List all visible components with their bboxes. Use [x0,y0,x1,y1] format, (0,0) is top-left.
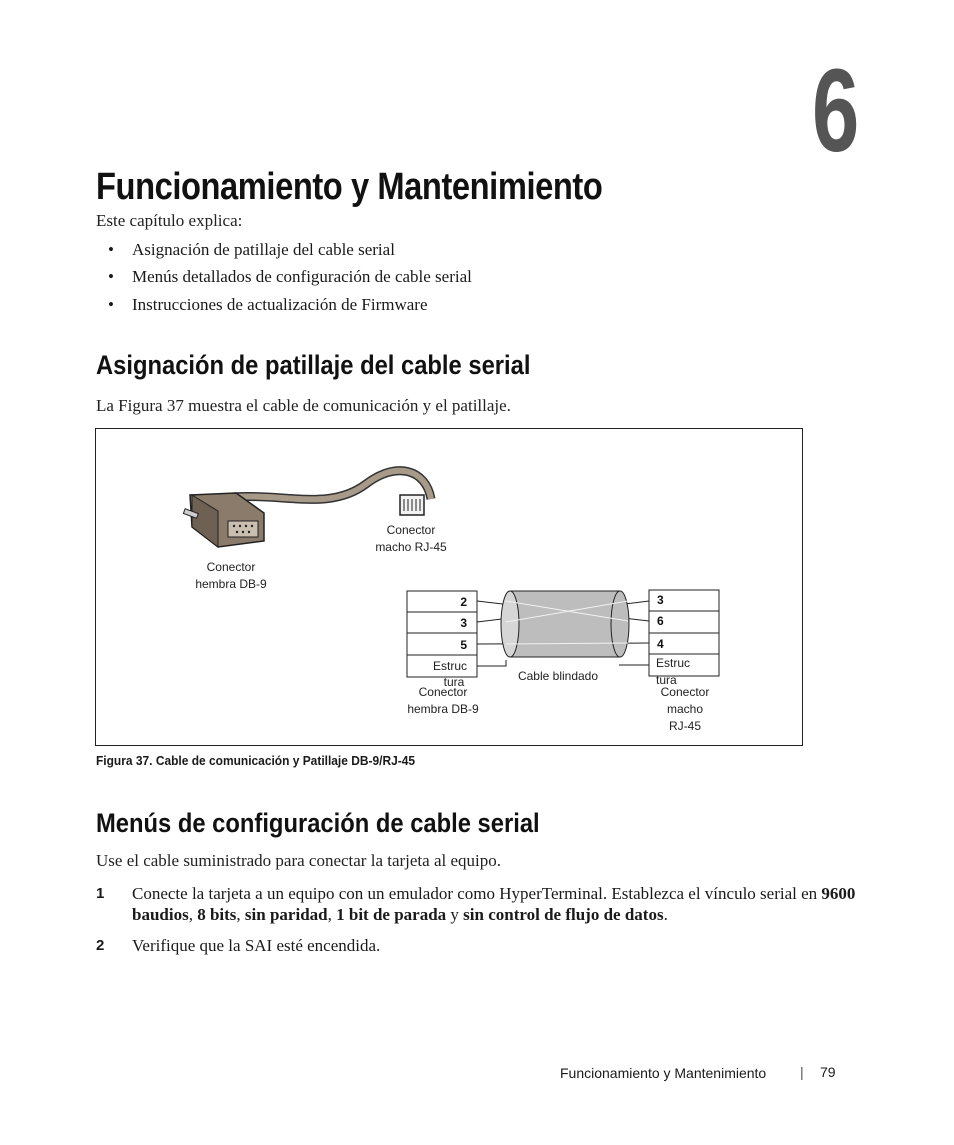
intro-lead: Este capítulo explica: [96,211,243,230]
footer-title: Funcionamiento y Mantenimiento [560,1065,767,1081]
list-item: • Instrucciones de actualización de Firmware [108,295,428,314]
left-pin-table [407,591,477,689]
left-pin-3: 5 [460,638,467,652]
left-pin-2: 3 [460,616,467,630]
left-pin-1: 2 [460,595,467,609]
step-text-2: Verifique que la SAI esté encendida. [132,936,381,955]
section-heading-pinout: Asignación de patillaje del cable serial [96,350,531,380]
right-shield-line2: tura [656,673,677,687]
right-pin-table [649,590,719,687]
label-db9-bottom-line2: hembra DB-9 [407,702,479,716]
cable-diagram [96,429,802,745]
label-rj45-bottom-line1: Conector [660,685,710,699]
label-rj45-bottom-line2: macho [666,702,704,716]
label-db9-top-line2: hembra DB-9 [195,577,267,591]
list-item-text: Asignación de patillaje del cable serial [132,240,395,259]
list-item-text: Menús detallados de configuración de cable serial [132,267,472,286]
left-shield-line2: tura [443,675,465,689]
chapter-title: Funcionamiento y Mantenimiento [96,166,603,208]
step-number-2: 2 [96,937,105,954]
left-shield-line1: Estruc [432,659,468,673]
right-pin-3: 4 [657,637,664,651]
label-rj45-top-line1: Conector [386,523,436,537]
section-heading-menus: Menús de configuración de cable serial [96,808,540,838]
list-item: • Menús detallados de configuración de cable serial [108,267,472,286]
page-number: 79 [820,1064,836,1080]
label-db9-top-line1: Conector [206,560,256,574]
right-pin-1: 3 [657,593,664,607]
figure-caption: Figura 37. Cable de comunicación y Patillaje DB-9/RJ-45 [96,753,416,768]
cable-label: Cable blindado [517,669,599,683]
section-paragraph-menus: Use el cable suministrado para conectar la tarjeta al equipo. [96,851,501,870]
chapter-number: 6 [812,45,860,177]
step-number-1: 1 [96,885,105,902]
figure-frame [95,428,803,746]
list-item-text: Instrucciones de actualización de Firmware [132,295,428,314]
step-text-1: Conecte la tarjeta a un equipo con un emulador como HyperTerminal. Establezca el vínculo serial en 9600 baudios, 8 bits, sin paridad, 1 bit de parada y sin control de flujo de datos. [132,884,856,924]
shielded-cable [501,591,629,657]
footer-separator: | [800,1064,804,1080]
section-paragraph-pinout: La Figura 37 muestra el cable de comunicación y el patillaje. [96,396,511,415]
right-shield-line1: Estruc [656,656,691,670]
label-rj45-bottom-line3: RJ-45 [668,719,702,733]
right-pin-2: 6 [657,614,664,628]
label-rj45-top-line2: macho RJ-45 [375,540,447,554]
label-db9-bottom-line1: Conector [418,685,468,699]
list-item: • Asignación de patillaje del cable serial [108,240,395,259]
